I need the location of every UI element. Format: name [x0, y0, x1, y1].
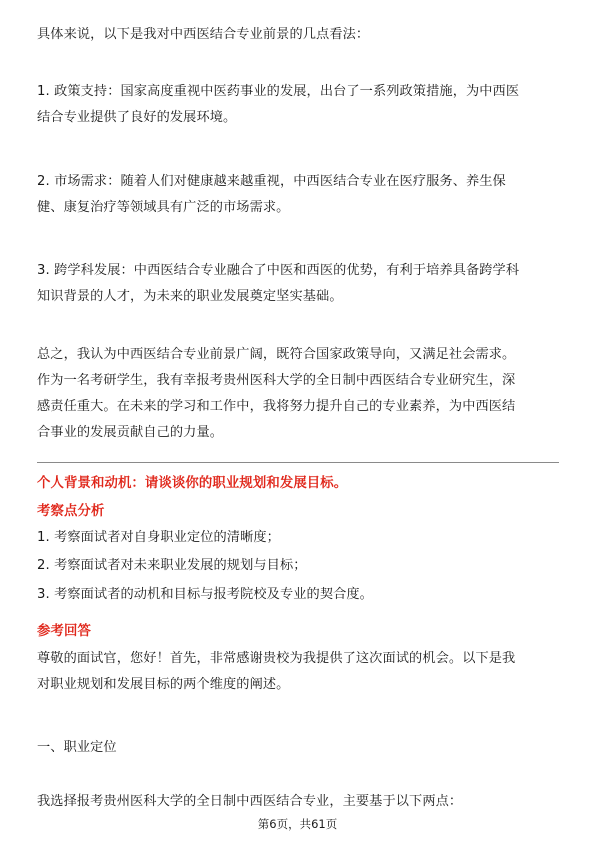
analysis-point-2: 2. 考察面试者对未来职业发展的规划与目标； [37, 558, 307, 573]
section-heading-career-positioning: 一、职业定位 [37, 740, 117, 755]
interdisciplinary-point-line-2: 知识背景的人才，为未来的职业发展奠定坚实基础。 [37, 289, 343, 304]
analysis-point-1: 1. 考察面试者对自身职业定位的清晰度； [37, 530, 280, 545]
page-number: 第6页，共61页 [257, 817, 338, 831]
analysis-heading: 考察点分析 [37, 504, 105, 519]
summary-line-1: 总之，我认为中西医结合专业前景广阔，既符合国家政策导向，又满足社会需求。 [37, 347, 516, 362]
interdisciplinary-point-line-1: 3. 跨学科发展：中西医结合专业融合了中医和西医的优势，有利于培养具备跨学科 [37, 263, 520, 278]
answer-heading: 参考回答 [37, 624, 91, 639]
market-point-line-1: 2. 市场需求：随着人们对健康越来越重视，中西医结合专业在医疗服务、养生保 [37, 174, 506, 189]
summary-line-2: 作为一名考研学生，我有幸报考贵州医科大学的全日制中西医结合专业研究生，深 [37, 373, 516, 388]
answer-line-1: 尊敬的面试官，您好！首先，非常感谢贵校为我提供了这次面试的机会。以下是我 [37, 651, 516, 666]
reason-intro: 我选择报考贵州医科大学的全日制中西医结合专业，主要基于以下两点： [37, 794, 463, 809]
market-point-line-2: 健、康复治疗等领域具有广泛的市场需求。 [37, 200, 290, 215]
analysis-point-3: 3. 考察面试者的动机和目标与报考院校及专业的契合度。 [37, 587, 373, 602]
summary-line-4: 合事业的发展贡献自己的力量。 [37, 425, 224, 440]
summary-line-3: 感责任重大。在未来的学习和工作中，我将努力提升自己的专业素养，为中西医结 [37, 399, 516, 414]
policy-point-line-1: 1. 政策支持：国家高度重视中医药事业的发展，出台了一系列政策措施，为中西医 [37, 84, 520, 99]
policy-point-line-2: 结合专业提供了良好的发展环境。 [37, 110, 237, 125]
section-divider [37, 462, 559, 463]
answer-line-2: 对职业规划和发展目标的两个维度的阐述。 [37, 677, 290, 692]
question-title: 个人背景和动机：请谈谈你的职业规划和发展目标。 [37, 476, 348, 491]
intro-text: 具体来说，以下是我对中西医结合专业前景的几点看法： [37, 27, 370, 42]
